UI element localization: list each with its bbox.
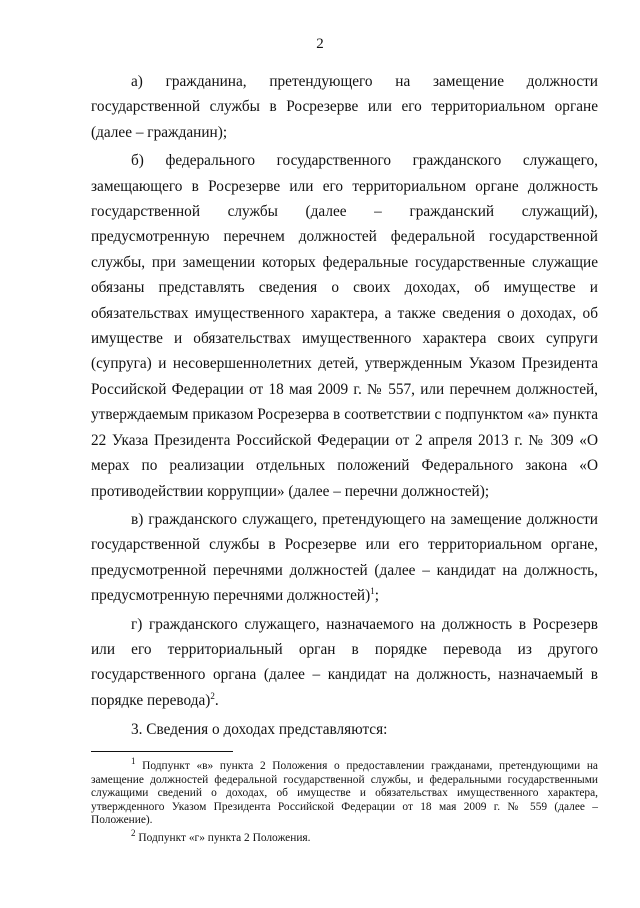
paragraph-g-tail: . [214, 691, 219, 709]
footnote-2-mark: 2 [131, 828, 136, 839]
paragraph-v-text: в) гражданского служащего, претендующего на замещение должности государственной службы в Росрезерве или его территориальном органе, предусмотренной перечнями должностей (далее – кандидат на должность, предусмотренную перечнями должностей) [91, 510, 598, 605]
footnote-divider [91, 751, 233, 752]
footnote-ref-2[interactable]: 2 [210, 690, 215, 701]
paragraph-g [91, 612, 598, 714]
page-number: 2 [316, 36, 324, 52]
footnote-2-text: Подпункт «г» пункта 2 Положения. [138, 831, 311, 844]
footnote-1 [91, 756, 598, 828]
section-heading: 3. Сведения о доходах представляются: [131, 721, 388, 739]
footnote-1-mark: 1 [131, 756, 136, 767]
footnote-1-text: Подпункт «в» пункта 2 Положения о предоставлении гражданами, претендующими на замещение должностей федеральной государственной службы, и федеральными государственными служащими сведений о доходах, об имуществе и обязательствах имущественного характера, утвержденного Указом Президента Российской Федерации от 18 мая 2009 г. № 559 (далее – Положение). [91, 760, 598, 827]
footnote-2 [91, 828, 598, 846]
paragraph-v-tail: ; [374, 587, 379, 605]
paragraph-v [91, 507, 598, 609]
paragraph-b: б) федерального государственного гражданского служащего, замещающего в Росрезерве или его территориальном органе должность государственной службы (далее – гражданский служащий), предусмотренную перечнем должностей федеральной государственной службы, при замещении которых федеральные государственные служащие обязаны представлять сведения о своих доходах, об имуществе и обязательствах имущественного характера, а также сведения о доходах, об имуществе и обязательствах имущественного характера своих супруги (супруга) и несовершеннолетних детей, утвержденным Указом Президента Российской Федерации от 18 мая 2009 г. № 557, или перечнем должностей, утверждаемым приказом Росрезерва в соответствии с подпунктом «а» пункта 22 Указа Президента Российской Федерации от 2 апреля 2013 г. № 309 «О мерах по реализации отдельных положений Федерального закона «О противодействии коррупции» (далее – перечни должностей); [91, 152, 598, 500]
paragraph-g-text: г) гражданского служащего, назначаемого на должность в Росрезерв или его территориальный орган в порядке перевода из другого государственного органа (далее – кандидат на должность, назначаемый в порядке перевода) [91, 615, 598, 709]
footnote-ref-1[interactable]: 1 [370, 586, 375, 597]
footnotes [91, 756, 598, 850]
document-body [91, 69, 598, 746]
paragraph-a: а) гражданина, претендующего на замещение должности государственной службы в Росрезерве или его территориальном органе (далее – гражданин); [91, 73, 598, 141]
